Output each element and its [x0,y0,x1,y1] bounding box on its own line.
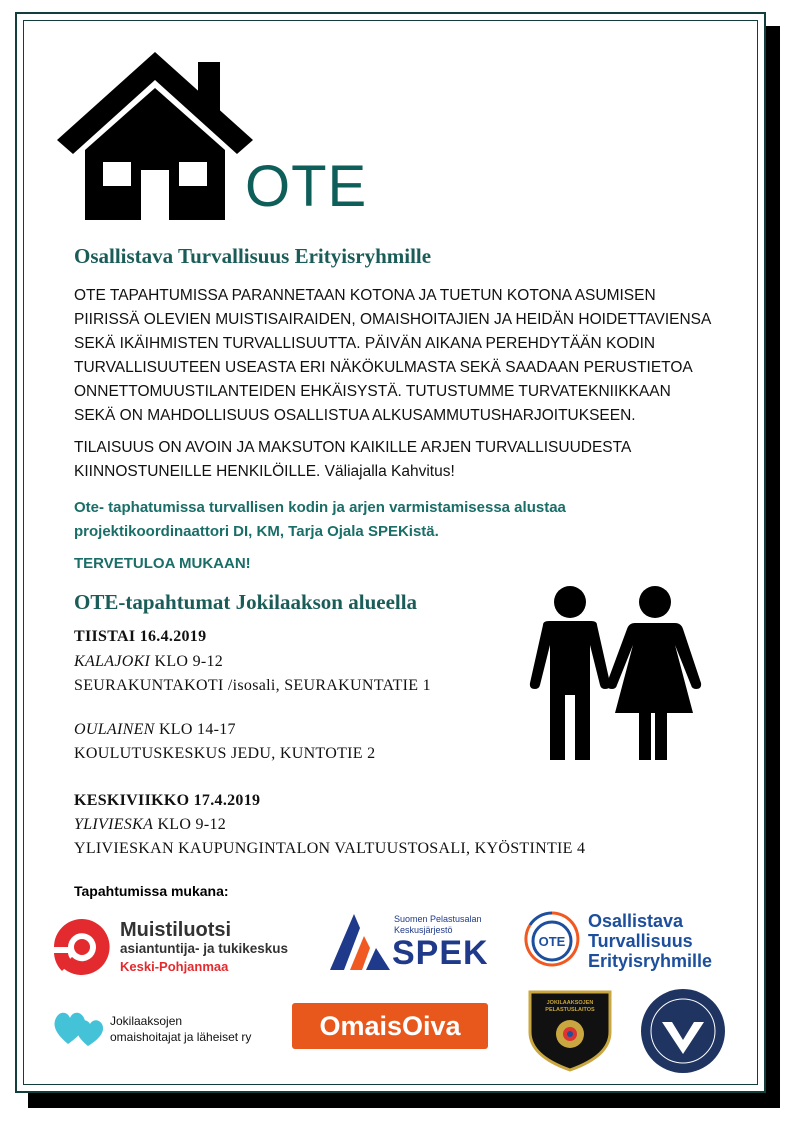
muistiluotsi-mark-icon [52,917,112,977]
people-icon [515,585,725,765]
ote-title: OTE [245,154,368,219]
partners-title: Tapahtumissa mukana: [74,883,229,899]
svg-text:PELASTUSLAITOS: PELASTUSLAITOS [545,1007,595,1013]
event-kalajoki: KALAJOKI KLO 9-12 [74,653,224,670]
paragraph-intro: OTE TAPAHTUMISSA PARANNETAAN KOTONA JA TUETUN KOTONA ASUMISEN PIIRISSÄ OLEVIEN MUISTISAIRAIDEN, OMAISHOITAJIEN JA HEIDÄN HOIDETTAVIENSA SEKÄ IKÄIHMISTEN TURVALLISUUTTA. PÄIVÄN AIKANA PEREHDYTÄÄN KODIN TURVALLISUUTEEN USEASTA ERI NÄKÖKULMASTA SEKÄ SAADAAN PERUSTIETOA ONNETTOMUUSTILANTEIDEN EHKÄISYSTÄ. TUTUSTUMME TURVATEKNIIKKAAN SEKÄ ON MAHDOLLISUUS OSALLISTUA ALKUSAMMUTUSHARJOITUKSEEN. [74,287,712,424]
paragraph-open: TILAISUUS ON AVOIN JA MAKSUTON KAIKILLE ARJEN TURVALLISUUDESTA KIINNOSTUNEILLE HENKILÖILLE. Väliajalla Kahvitus! [74,439,632,480]
event-ylivieska: YLIVIESKA KLO 9-12 [74,816,227,833]
omaisoiva-logo: OmaisOiva [292,1003,488,1049]
veikkaus-logo [640,988,726,1074]
veikkaus-badge-icon [640,988,726,1074]
events-heading: OTE-tapahtumat Jokilaakson alueella [74,590,418,614]
spek-logo: Suomen Pelastusalan Keskusjärjestö SPEK [330,910,495,972]
welcome-text: TERVETULOA MUKAAN! [74,555,251,572]
subtitle: Osallistava Turvallisuus Erityisryhmille [74,244,432,268]
ote-logo: OTE Osallistava Turvallisuus Erityisryhmille [520,905,725,975]
event-day-1: TIISTAI 16.4.2019 [74,628,207,645]
hearts-icon [52,1008,106,1048]
event-kalajoki-place: SEURAKUNTAKOTI /isosali, SEURAKUNTATIE 1 [74,677,431,694]
house-icon [55,50,255,222]
jokilaakso-logo: Jokilaaksojen omaishoitajat ja läheiset ry [52,1008,277,1050]
paragraph-speaker: Ote- taphatumissa turvallisen kodin ja arjen varmistamisessa alustaa projektikoordinaattori DI, KM, Tarja Ojala SPEKistä. [74,499,566,540]
rescue-shield-icon [526,986,614,1072]
event-oulainen: OULAINEN KLO 14-17 [74,721,236,738]
pelastuslaitos-logo [526,986,614,1072]
svg-text:OTE: OTE [538,934,566,949]
svg-text:JOKILAAKSOJEN: JOKILAAKSOJEN [546,1000,594,1006]
event-day-2: KESKIVIIKKO 17.4.2019 [74,792,261,809]
event-ylivieska-place: YLIVIESKAN KAUPUNGINTALON VALTUUSTOSALI, KYÖSTINTIE 4 [74,840,586,857]
spek-flame-icon [330,914,392,972]
ote-badge-icon [520,907,584,971]
muistiluotsi-logo: Muistiluotsi asiantuntija- ja tukikeskus Keski-Pohjanmaa [52,915,297,977]
event-oulainen-place: KOULUTUSKESKUS JEDU, KUNTOTIE 2 [74,745,376,762]
